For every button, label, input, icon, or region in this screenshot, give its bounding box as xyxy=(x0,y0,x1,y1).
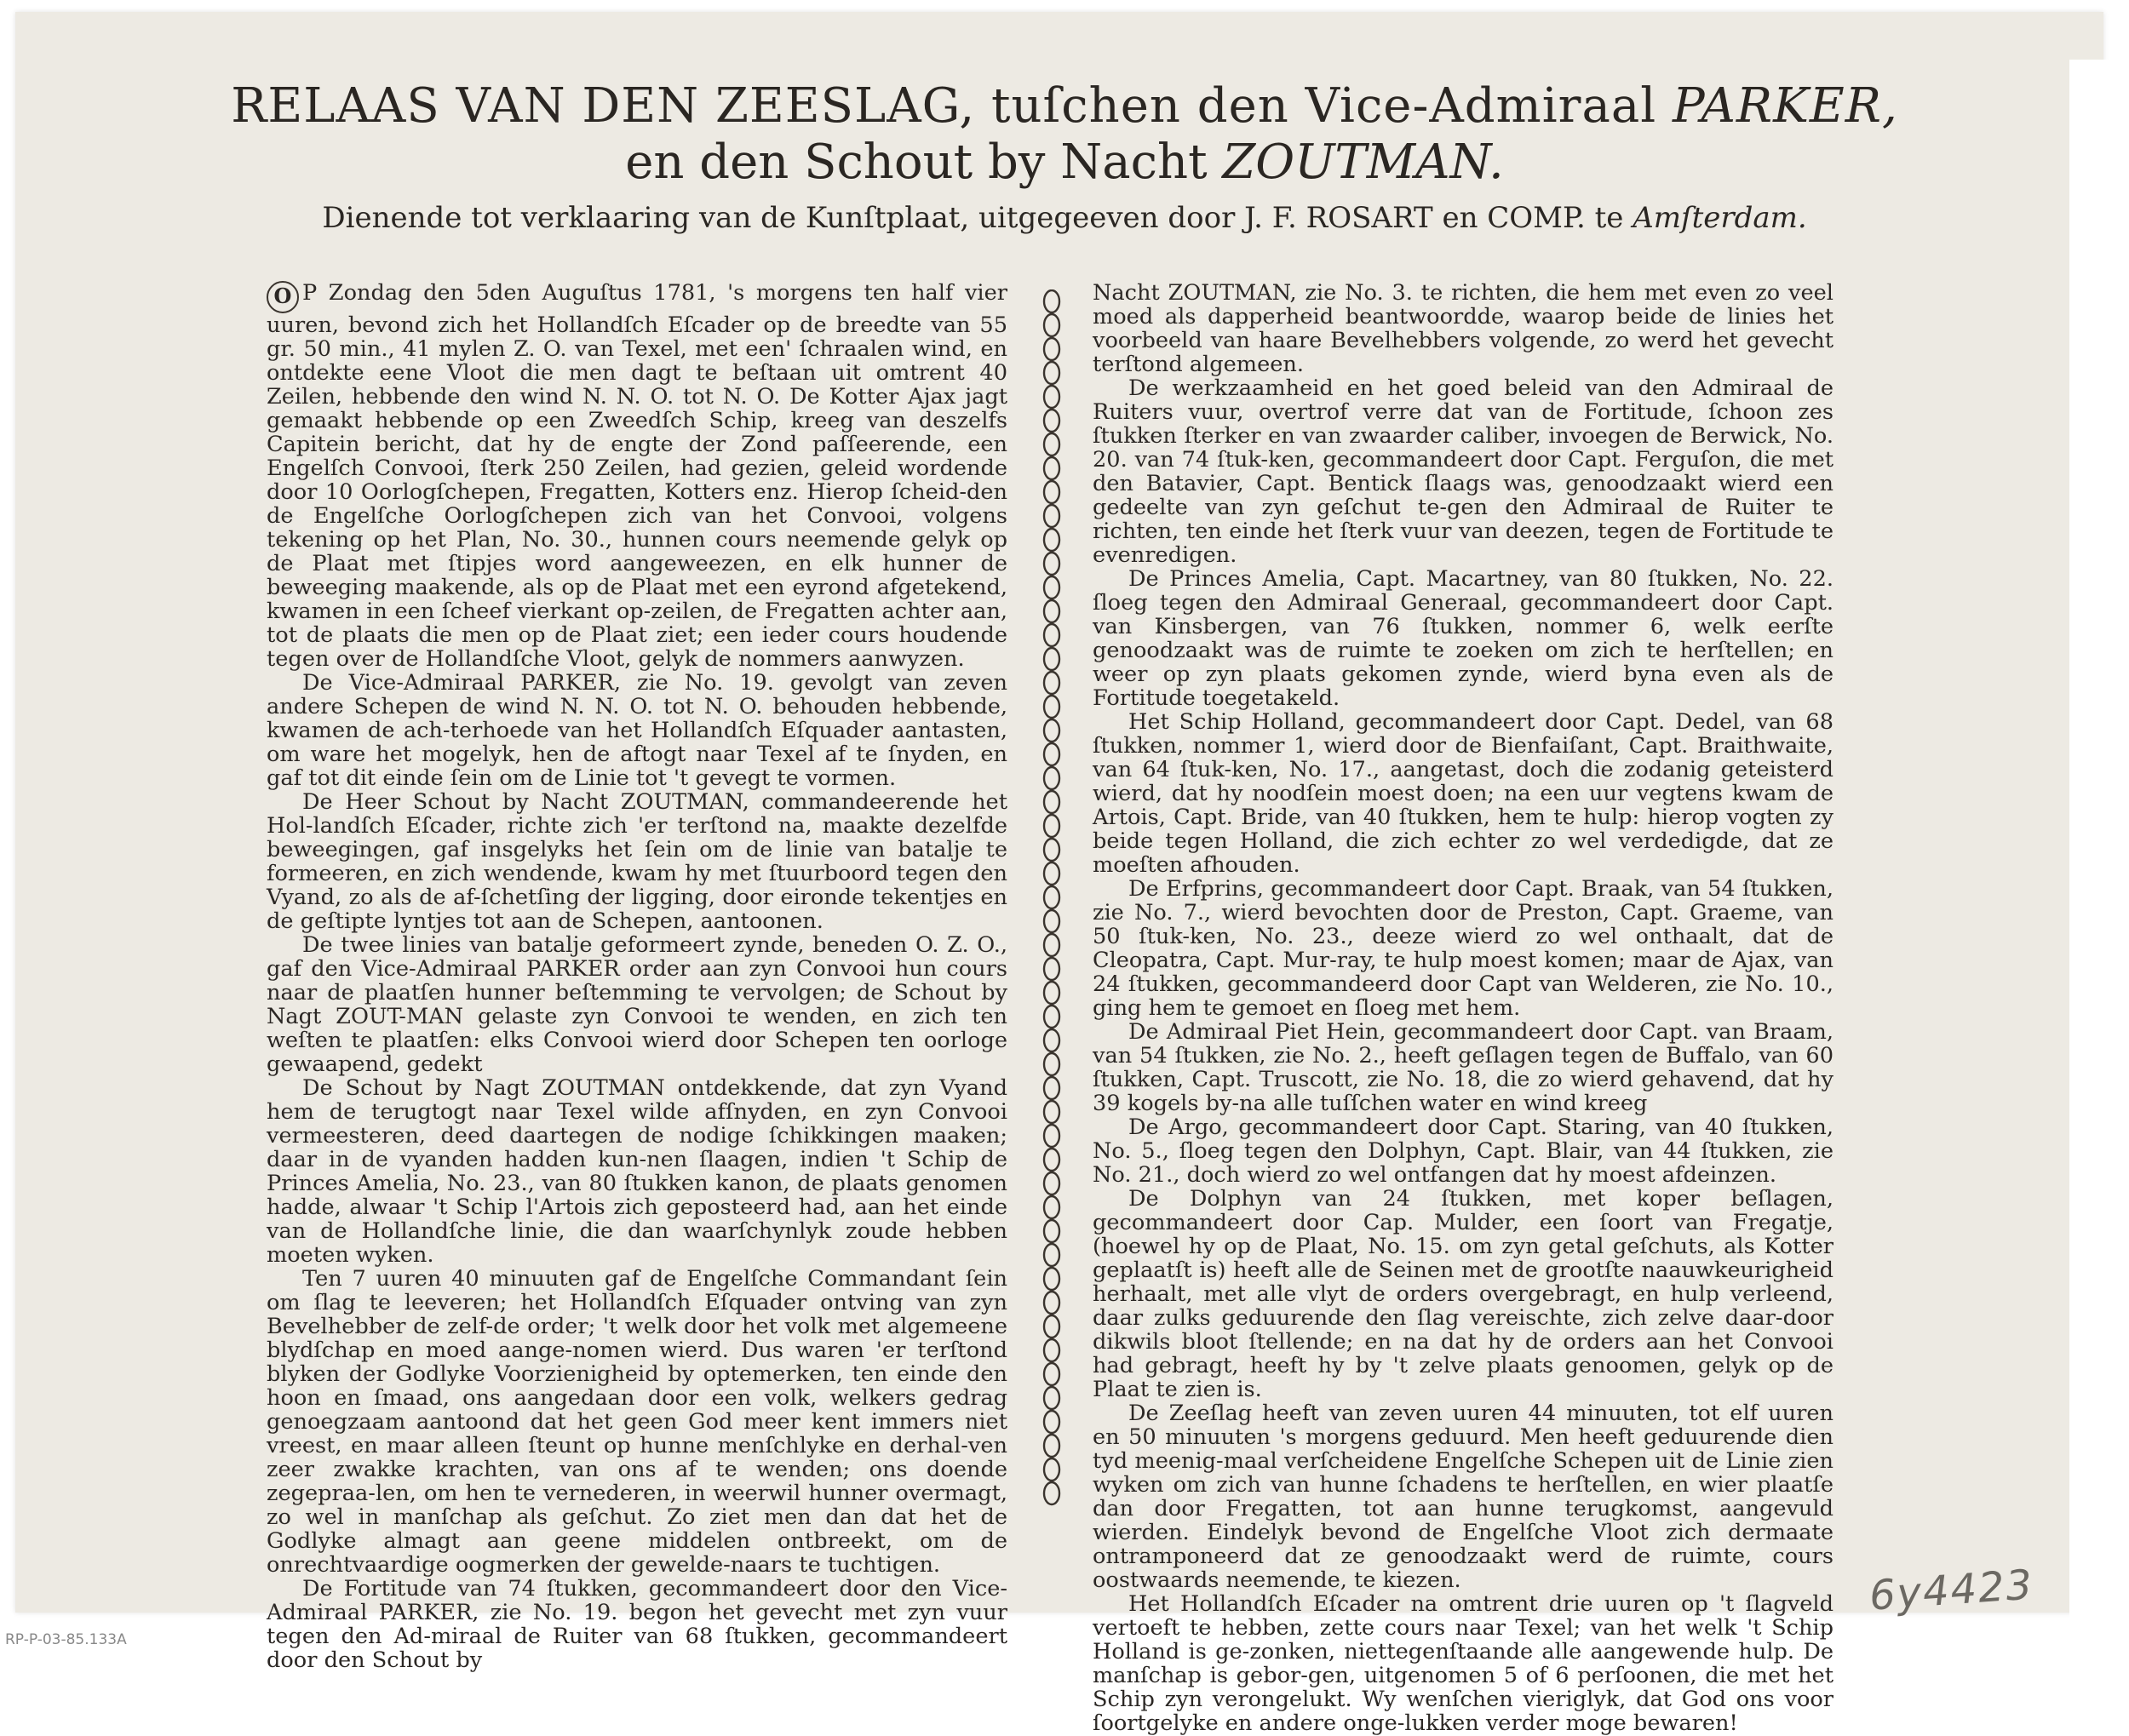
title-name-zoutman: ZOUTMAN. xyxy=(1222,135,1504,190)
paragraph: De Erfprins, gecommandeert door Capt. Braak, van 54 ſtukken, zie No. 7., wierd bevochten door de Preston, Capt. Graeme, van 50 ſtuk-ken, No. 23., deeze wierd zo wel onthaalt, dat de Cleopatra, Capt. Mur-ray, te hulp moest komen; maar de Ajax, van 24 ſtukken, gecommandeerd door Capt van Welderen, zie No. 10., ging hem te gemoet en ſloeg met hem. xyxy=(1093,876,1833,1021)
paragraph: De Dolphyn van 24 ſtukken, met koper beſlagen, gecommandeert door Cap. Mulder, een ſoort van Fregatje, (hoewel hy op de Plaat, No. 15. om zyn getal geſchuts, als Kotter geplaatſt is) heeft alle de Seinen met de grootſte naauwkeurigheid herhaalt, met alle vlyt de orders overgebragt, en hulp verleend, daar zulks geduurende den ſlag vereischte, zich zelve daar-door dikwils bloot ſtellende; en na dat hy de orders aan het Convooi had gebragt, heeft hy by 't zelve plaats genoomen, gelyk op de Plaat te zien is. xyxy=(1093,1186,1833,1402)
chain-link xyxy=(1044,672,1059,694)
chain-link xyxy=(1044,886,1059,908)
chain-link xyxy=(1044,362,1059,384)
chain-link xyxy=(1044,982,1059,1004)
chain-link xyxy=(1044,1411,1059,1433)
paragraph: De werkzaamheid en het goed beleid van den Admiraal de Ruiters vuur, overtrof verre dat van de Fortitude, ſchoon zes ſtukken ſterker en van zwaarder caliber, invoegen de Berwick, No. 20. van 74 ſtuk-ken, gecommandeert door Capt. Ferguſon, die met den Batavier, Capt. Bentick ſlaags was, genoodzaakt wierd een gedeelte van zyn geſchut te-gen den Admiraal de Ruiter te richten, ten einde het ſterk vuur van deezen, tegen de Fortitude te evenredigen. xyxy=(1093,375,1833,568)
chain-link xyxy=(1044,791,1059,813)
chain-link xyxy=(1044,386,1059,408)
left-column xyxy=(267,281,1007,1672)
paragraph: De Schout by Nagt ZOUTMAN ontdekkende, dat zyn Vyand hem de terugtogt naar Texel wilde afſnyden, en zyn Convooi vermeesteren, deed daartegen de nodige ſchikkingen maaken; daar in de vyanden hadden kun-nen ſlaagen, indien 't Schip de Princes Amelia, No. 23., van 80 ſtukken kanon, de plaats genomen hadde, alwaar 't Schip l'Artois zich geposteerd had, aan het einde van de Hollandſche linie, die dan waarſchynlyk zoude hebben moeten wyken. xyxy=(267,1075,1007,1268)
title-line-2 xyxy=(0,135,2129,190)
chain-link xyxy=(1044,1053,1059,1075)
chain-link xyxy=(1044,1339,1059,1361)
paragraph: Ten 7 uuren 40 minuuten gaf de Engelſche Commandant ſein om ſlag te leeveren; het Hollandſch Eſquader ontving van zyn Bevelhebber de zelf-de order; 't welk door het volk met algemeene blydſchap en moed aange-nomen wierd. Dus waren 'er terſtond blyken der Godlyke Voorzienigheid by optemerken, ten einde den hoon en ſmaad, ons aangedaan door een volk, welkers gedrag genoegzaam aantoond dat het geen God meer kent immers niet vreest, en maar alleen ſteunt op hunne menſchlyke en derhal-ven zeer zwakke krachten, van ons af te wenden; ons doende zegepraa-len, om hen te vernederen, in weerwil hunner overmagt, zo wel in manſchap als geſchut. Zo ziet men dan dat het de Godlyke almagt aan geene middelen ontbreekt, om de onrechtvaardige oogmerken der gewelde-naars te tuchtigen. xyxy=(267,1266,1007,1578)
chain-link xyxy=(1044,576,1059,599)
paragraph: De Zeeſlag heeft van zeven uuren 44 minuuten, tot elf uuren en 50 minuuten 's morgens geduurd. Men heeft geduurende dien tyd meenig-maal verſcheidene Engelſche Schepen uit de Linie zien wyken om zich van hunne ſchadens te herſtellen, en wier plaatſe dan door Fregatten, tot aan hunne terugkomst, aangevuld wierden. Eindelyk bevond de Engelſche Vloot zich dermaate ontramponeerd dat ze genoodzaakt werd de ruimte, cours oostwaards neemende, te kiezen. xyxy=(1093,1401,1833,1593)
title-main: RELAAS VAN DEN ZEESLAG, xyxy=(231,78,976,134)
chain-link xyxy=(1044,648,1059,670)
subtitle-place: Amſterdam. xyxy=(1633,201,1807,235)
chain-link xyxy=(1044,815,1059,837)
chain-link xyxy=(1044,1244,1059,1266)
chain-link xyxy=(1044,1292,1059,1314)
chain-link xyxy=(1044,743,1059,765)
chain-link xyxy=(1044,338,1059,360)
chain-link xyxy=(1044,862,1059,885)
right-column xyxy=(1093,281,1833,1735)
chain-link xyxy=(1044,1006,1059,1028)
chain-link xyxy=(1044,1149,1059,1171)
chain-link xyxy=(1044,958,1059,980)
chain-link xyxy=(1044,433,1059,455)
chain-link xyxy=(1044,1435,1059,1457)
paragraph: Nacht ZOUTMAN, zie No. 3. te richten, die hem met even zo veel moed als dapperheid beantwoordde, waarop beide de linies het voorbeeld van haare Bevelhebbers volgende, zo werd het gevecht terſtond algemeen. xyxy=(1093,280,1833,377)
chain-link xyxy=(1044,1125,1059,1147)
subtitle xyxy=(0,201,2129,235)
chain-link xyxy=(1044,1220,1059,1242)
chain-link xyxy=(1044,505,1059,527)
chain-link xyxy=(1044,1172,1059,1195)
chain-link xyxy=(1044,410,1059,432)
chain-link xyxy=(1044,1268,1059,1290)
paragraph: De Fortitude van 74 ſtukken, gecommandeert door den Vice-Admiraal PARKER, zie No. 19. begon het gevecht met zyn vuur tegen den Ad-miraal de Ruiter van 68 ſtukken, gecommandeert door den Schout by xyxy=(267,1576,1007,1673)
torn-edge xyxy=(2069,60,2129,1626)
paragraph xyxy=(267,281,1007,671)
chain-link xyxy=(1044,719,1059,742)
chain-link xyxy=(1044,290,1059,312)
chain-link xyxy=(1044,1482,1059,1504)
chain-link xyxy=(1044,529,1059,551)
paragraph: De Princes Amelia, Capt. Macartney, van 80 ſtukken, No. 22. ſloeg tegen den Admiraal Generaal, gecommandeert door Capt. van Kinsbergen, van 76 ſtukken, nommer 6, welk eerſte genoodzaakt was de ruimte te zoeken om zich te herſtellen; en weer op zyn plaats gekomen zynde, wierd byna even als de Fortitude toegetakeld. xyxy=(1093,566,1833,711)
paragraph: Het Hollandſch Eſcader na omtrent drie uuren op 't ſlagveld vertoeft te hebben, zette cours naar Texel; van het welk 't Schip Holland is ge-zonken, niettegenſtaande alle aangewende hulp. De manſchap is gebor-gen, uitgenomen 5 of 6 perſoonen, die met het Schip zyn verongelukt. Wy wenſchen vieriglyk, dat God ons voor ſoortgelyke en andere onge-lukken verder moge bewaren! xyxy=(1093,1591,1833,1736)
title-connector-2: en den Schout by Nacht xyxy=(625,135,1208,190)
chain-link xyxy=(1044,1101,1059,1123)
title-line-1 xyxy=(0,78,2129,134)
chain-link xyxy=(1044,767,1059,789)
chain-link xyxy=(1044,1196,1059,1218)
title-name-parker: PARKER, xyxy=(1672,78,1898,134)
chain-link xyxy=(1044,600,1059,622)
inventory-mark: RP-P-03-85.133A xyxy=(5,1631,127,1648)
subtitle-text: Dienende tot verklaaring van de Kunſtplaat, uitgegeeven door J. F. ROSART en COMP. te xyxy=(322,201,1624,235)
chain-link xyxy=(1044,1077,1059,1099)
handwritten-catalog-number: 6y4423 xyxy=(1868,1561,2035,1620)
chain-link xyxy=(1044,1387,1059,1409)
chain-link xyxy=(1044,839,1059,861)
chain-link xyxy=(1044,624,1059,646)
chain-link xyxy=(1044,696,1059,718)
chain-link xyxy=(1044,1315,1059,1338)
title-connector: tuſchen den Vice-Admiraal xyxy=(990,78,1657,134)
ornamental-chain-divider xyxy=(1036,289,1067,1524)
paragraph: De Heer Schout by Nacht ZOUTMAN, commandeerende het Hol-landſch Eſcader, richte zich 'er terſtond na, maakte dezelfde beweegingen, gaf insgelyks het ſein om de linie van batalje te formeeren, en zich wendende, kwam hy met ſtuurboord tegen den Vyand, zo als de af-ſchetſing der ligging, door eironde tekentjes en de geſtipte lyntjes tot aan de Schepen, aantoonen. xyxy=(267,789,1007,934)
paragraph: De Admiraal Piet Hein, gecommandeert door Capt. van Braam, van 54 ſtukken, zie No. 2., heeft geſlagen tegen de Buffalo, van 60 ſtukken, Capt. Truscott, zie No. 18, die zo wierd gehavend, dat hy 39 kogels by-na alle tuſſchen water en wind kreeg xyxy=(1093,1019,1833,1116)
drop-cap: O xyxy=(267,281,299,313)
chain-link xyxy=(1044,553,1059,575)
chain-link xyxy=(1044,910,1059,932)
chain-link xyxy=(1044,481,1059,503)
chain-link xyxy=(1044,1363,1059,1385)
paragraph: De Vice-Admiraal PARKER, zie No. 19. gevolgt van zeven andere Schepen de wind N. N. O. tot N. O. behouden hebbende, kwamen de ach-terhoede van het Hollandſch Eſquader aantasten, om ware het mogelyk, hen de aftogt naar Texel af te ſnyden, en gaf tot dit einde ſein om de Linie tot 't gevegt te vormen. xyxy=(267,670,1007,791)
chain-link xyxy=(1044,1458,1059,1481)
chain-link xyxy=(1044,1029,1059,1051)
chain-link xyxy=(1044,934,1059,956)
paragraph: Het Schip Holland, gecommandeert door Capt. Dedel, van 68 ſtukken, nommer 1, wierd door de Bienfaiſant, Capt. Braithwaite, van 64 ſtuk-ken, No. 17., aangetast, doch die zodanig geteisterd wierd, dat hy noodſein moest doen; na een uur vegtens kwam de Artois, Capt. Bride, van 40 ſtukken, hem te hulp: hierop vogten zy beide tegen Holland, die zich echter zo wel verdedigde, dat ze moeſten afhouden. xyxy=(1093,709,1833,878)
paragraph-text: P Zondag den 5den Auguſtus 1781, 's morgens ten half vier uuren, bevond zich het Hollandſch Eſcader op de breedte van 55 gr. 50 min., 41 mylen Z. O. van Texel, met een' ſchraalen wind, en ontdekte eene Vloot die men dagt te beſtaan uit omtrent 40 Zeilen, hebbende den wind N. N. O. tot N. O. De Kotter Ajax jagt gemaakt hebbende op een Zweedſch Schip, kreeg van deszelfs Capitein bericht, dat hy de engte der Zond paſſeerende, een Engelſch Convooi, ſterk 250 Zeilen, had gezien, geleid wordende door 10 Oorlogſchepen, Fregatten, Kotters enz. Hierop ſcheid-den de Engelſche Oorlogſchepen zich van het Convooi, volgens tekening op het Plan, No. 30., hunnen cours neemende gelyk op de Plaat met ſtipjes word aangeweezen, en elk hunner de beweeging maakende, als op de Plaat met een eyrond afgetekend, kwamen in een ſcheef vierkant op-zeilen, de Fregatten achter aan, tot de plaats die men op de Plaat ziet; een ieder cours houdende tegen over de Hollandſche Vloot, gelyk de nommers aanwyzen. xyxy=(267,280,1007,672)
paragraph: De twee linies van batalje geformeert zynde, beneden O. Z. O., gaf den Vice-Admiraal PARKER order aan zyn Convooi hun cours naar de plaatſen hunner beſtemming te vervolgen; de Schout by Nagt ZOUT-MAN gelaste zyn Convooi te wenden, en zich ten weſten te plaatſen: elks Convooi wierd door Schepen ten oorloge gewaapend, gedekt xyxy=(267,932,1007,1077)
paragraph: De Argo, gecommandeert door Capt. Staring, van 40 ſtukken, No. 5., ſloeg tegen den Dolphyn, Capt. Blair, van 44 ſtukken, zie No. 21., doch wierd zo wel ontfangen dat hy moest afdeinzen. xyxy=(1093,1114,1833,1188)
chain-link xyxy=(1044,457,1059,479)
chain-link xyxy=(1044,314,1059,336)
